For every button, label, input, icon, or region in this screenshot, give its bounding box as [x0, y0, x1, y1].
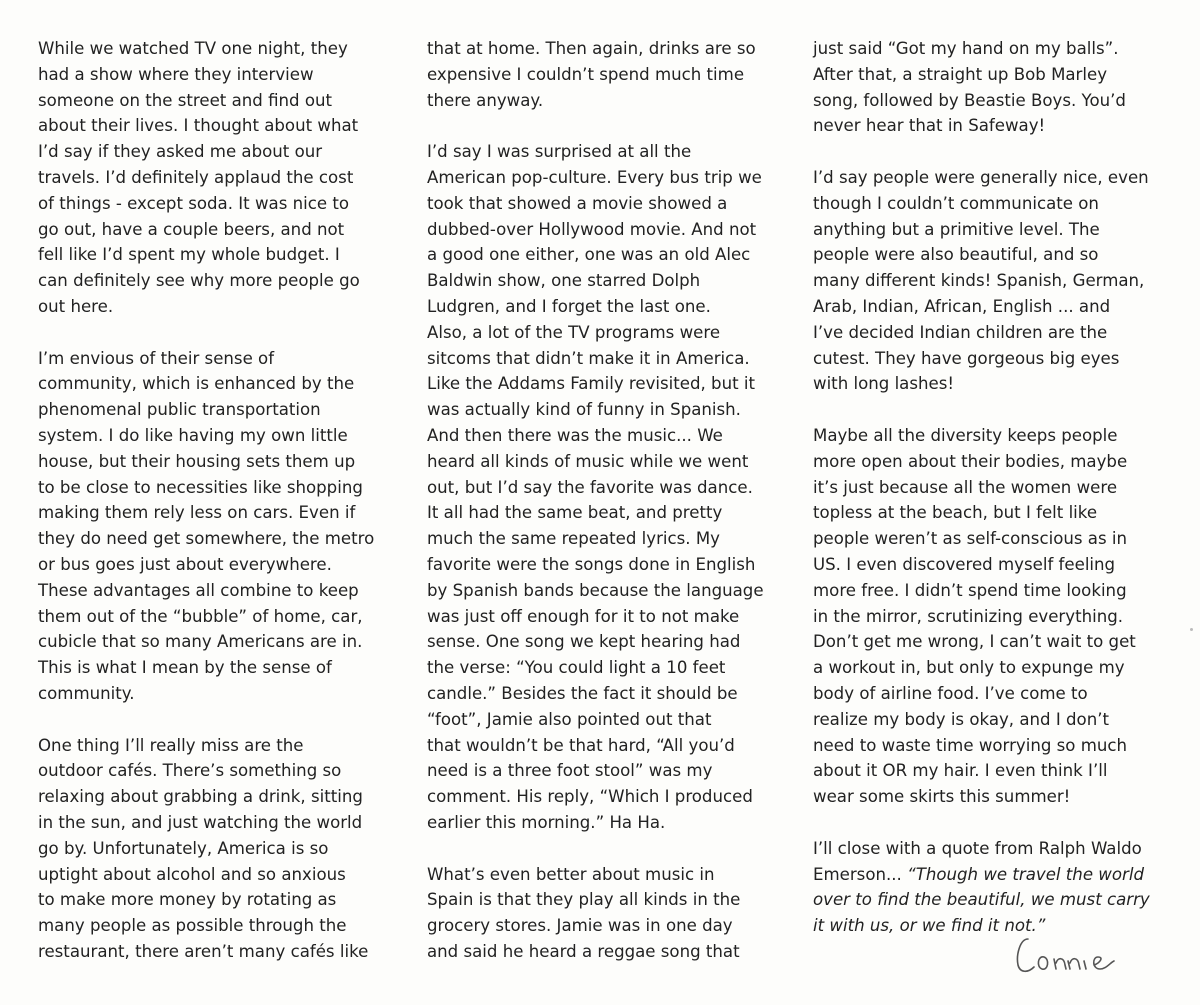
column-1: [38, 36, 388, 990]
column-2: [427, 36, 772, 990]
paragraph-grocery-music: What’s even better about music in Spain is that they play all kinds in the grocery stores. Jamie was in one day and said he heard a reggae song that: [427, 864, 741, 961]
emerson-quote: “Though we travel the world over to find the beautiful, we must carry it with us, or we find it not.”: [813, 864, 1150, 936]
paragraph-diversity: Maybe all the diversity keeps people more open about their bodies, maybe it’s just because all the women were topless at the beach, but I felt like people weren’t as self-conscious as in US. I even discovered myself feeling more free. I didn’t spend time looking in the mirror, scrutinizing everything. Don’t get me wrong, I can’t wait to get a workout in, but only to expunge my body of airline food. I’ve come to realize my body is okay, and I don’t need to waste time worrying so much about it OR my hair. I even think I’ll wear some skirts this summer!: [813, 425, 1136, 807]
paragraph-community: I’m envious of their sense of community, which is enhanced by the phenomenal public transportation system. I do like having my own little house, but their housing sets them up to be close to necessities like shopping making them rely less on cars. Even if they do need get somewhere, the metro or bus goes just about everywhere. These advantages all combine to keep them out of the “bubble” of home, car, cubicle that so many Americans are in. This is what I mean by the sense of community.: [38, 348, 375, 703]
paragraph-outdoor-cafes: One thing I’ll really miss are the outdoor cafés. There’s something so relaxing about grabbing a drink, sitting in the sun, and just watching the world go by. Unfortunately, America is so uptight about alcohol and so anxious to make more money by rotating as many people as possible through the restaurant, there aren’t many cafés like: [38, 735, 369, 961]
closing-lead: I’ll close with a quote from Ralph Waldo Emerson...: [813, 838, 1142, 884]
paragraph-safeway: just said “Got my hand on my balls”. After that, a straight up Bob Marley song, followed by Beastie Boys. You’d never hear that in Safeway!: [813, 39, 1126, 136]
handwritten-signature: [1010, 925, 1120, 985]
paragraph-people-nice: I’d say people were generally nice, even though I couldn’t communicate on anything but a primitive level. The people were also beautiful, and so many different kinds! Spanish, German, Arab, Indian, African, English ... and I’ve decided Indian children are the cutest. They have gorgeous big eyes with long lashes!: [813, 167, 1149, 394]
column-3: [813, 36, 1165, 965]
paragraph-drinks-expensive: that at home. Then again, drinks are so expensive I couldn’t spend much time there anyway.: [427, 39, 756, 110]
paragraph-pop-culture: I’d say I was surprised at all the American pop-culture. Every bus trip we took that showed a movie showed a dubbed-over Hollywood movie. And not a good one either, one was an old Alec Baldwin show, one starred Dolph Ludgren, and I forget the last one. Also, a lot of the TV programs were sitcoms that didn’t make it in America. Like the Addams Family revisited, but it was actually kind of funny in Spanish. And then there was the music... We heard all kinds of music while we went out, but I’d say the favorite was dance. It all had the same beat, and pretty much the same repeated lyrics. My favorite were the songs done in English by Spanish bands because the language was just off enough for it to not make sense. One song we kept hearing had the verse: “You could light a 10 feet candle.” Besides the fact it should be “foot”, Jamie also pointed out that that wouldn’t be that hard, “All you’d need is a three foot stool” was my comment. His reply, “Which I produced earlier this morning.” Ha Ha.: [427, 142, 764, 832]
scan-speck: [1190, 628, 1193, 631]
paragraph-closing: [813, 836, 1165, 939]
paragraph-tv-interview: While we watched TV one night, they had a show where they interview someone on the street and find out about their lives. I thought about what I’d say if they asked me about our travels. I’d definitely applaud the cost of things - except soda. It was nice to go out, have a couple beers, and not fell like I’d spent my whole budget. I can definitely see why more people go out here.: [38, 39, 360, 316]
